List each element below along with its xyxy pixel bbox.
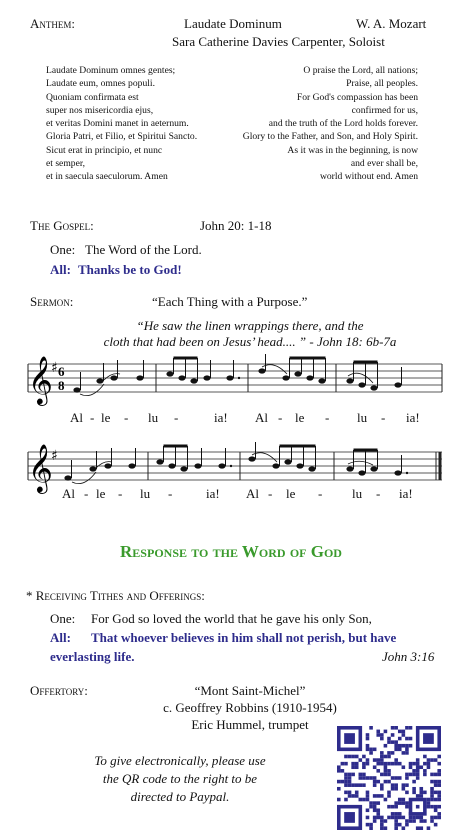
svg-text:Al: Al [62,486,75,501]
offertory-composer: c. Geoffrey Robbins (1910-1954) [163,700,337,715]
music-staff-2 [0,438,462,518]
treble-clef-icon: 𝄞 [28,355,53,404]
svg-text:-: - [325,410,330,425]
staff-1-lyrics [70,410,420,425]
english-line: and the truth of the Lord holds forever. [268,118,418,130]
latin-line: Gloria Patri, et Filio, et Spiritui Sancto. [46,131,198,143]
svg-text:-: - [278,410,283,425]
offering-one-text: For God so loved the world that he gave his only Son, [91,611,372,626]
svg-text:-: - [376,486,381,501]
giving-instructions [60,752,300,806]
english-line: world without end. Amen [319,171,418,183]
sermon-quote [60,318,440,350]
english-line: Praise, all peoples. [346,78,418,90]
staff-2-lyrics [62,486,413,501]
svg-text:le: le [295,410,305,425]
svg-text:le: le [96,486,106,501]
svg-text:-: - [124,410,129,425]
svg-text:le: le [101,410,111,425]
gospel-one-text: The Word of the Lord. [85,242,202,257]
sermon-quote-line: cloth that had been on Jesus’ head.... ” - John 18: 6b-7a [103,334,397,349]
measure-7-notes [248,442,315,472]
gospel-all-label: All: [50,262,71,277]
svg-text:Al: Al [255,410,268,425]
gospel-all-text: Thanks be to God! [78,262,182,277]
svg-text:ia!: ia! [206,486,220,501]
anthem-performer: Sara Catherine Davies Carpenter, Soloist [172,34,385,49]
svg-text:-: - [318,486,323,501]
treble-clef-icon: 𝄞 [28,443,53,492]
giving-line: the QR code to the right to be [102,771,258,786]
english-line: and ever shall be, [350,158,418,170]
svg-text:ia!: ia! [214,410,228,425]
svg-text:lu: lu [140,486,151,501]
svg-text:lu: lu [352,486,363,501]
svg-text:ia!: ia! [406,410,420,425]
offertory-performer: Eric Hummel, trumpet [191,717,309,732]
giving-line: To give electronically, please use [94,753,266,768]
svg-text:lu: lu [148,410,159,425]
svg-text:le: le [286,486,296,501]
sermon-quote-line: “He saw the linen wrappings there, and the [136,318,364,333]
latin-line: Laudate eum, omnes populi. [46,78,155,90]
latin-line: et semper, [46,158,86,170]
time-signature-top: 6 [58,364,65,379]
svg-text:-: - [168,486,173,501]
latin-line: et veritas Domini manet in aeternum. [46,118,189,130]
svg-text:-: - [381,410,386,425]
english-line: confirmed for us, [351,104,418,116]
latin-line: Laudate Dominum omnes gentes; [46,65,176,76]
gospel-one-label: One: [50,242,76,257]
music-staff-1 [0,350,462,430]
offertory-label: Offertory: [30,683,88,698]
offering-all-text-1: That whoever believes in him shall not perish, but have [91,630,397,645]
english-line: Glory to the Father, and Son, and Holy Spirit. [242,131,418,143]
anthem-title: Laudate Dominum [184,16,282,31]
latin-line: Sicut erat in principio, et nunc [46,144,163,156]
svg-text:ia!: ia! [399,486,413,501]
svg-text:-: - [118,486,123,501]
svg-text:Al: Al [246,486,259,501]
svg-text:-: - [90,410,95,425]
offertory-title: “Mont Saint-Michel” [194,683,306,698]
latin-line: Quoniam confirmata est [46,91,139,103]
offering-all-text-2: everlasting life. [50,649,135,664]
qr-code-icon[interactable] [337,726,441,830]
sharp-icon: ♯ [51,448,58,464]
anthem-english-text [206,64,418,184]
english-line: O praise the Lord, all nations; [303,65,418,76]
offering-label: * Receiving Tithes and Offerings: [26,588,205,603]
time-signature-bottom: 8 [58,378,65,393]
latin-line: super nos misericordia ejus, [46,104,154,116]
measure-8-notes [346,450,408,476]
response-heading: Response to the Word of God [120,542,342,561]
sermon-label: Sermon: [30,294,74,309]
svg-text:-: - [268,486,273,501]
english-line: As it was in the beginning, is now [287,144,418,156]
measure-4-notes [346,362,401,391]
svg-text:-: - [84,486,89,501]
offering-all-label: All: [50,630,71,645]
english-line: For God's compassion has been [296,91,418,103]
latin-line: et in saecula saeculorum. Amen [46,171,168,183]
svg-text:Al: Al [70,410,83,425]
offering-citation: John 3:16 [382,649,435,664]
offering-one-label: One: [50,611,76,626]
anthem-composer: W. A. Mozart [356,16,427,31]
svg-text:lu: lu [357,410,368,425]
gospel-label: The Gospel: [30,218,94,233]
sharp-icon: ♯ [51,360,58,376]
svg-text:-: - [174,410,179,425]
anthem-label: Anthem: [30,16,75,31]
measure-3-notes [258,354,325,384]
giving-line: directed to Paypal. [130,789,230,804]
gospel-reference: John 20: 1-18 [200,218,272,233]
sermon-title: “Each Thing with a Purpose.” [152,294,308,309]
